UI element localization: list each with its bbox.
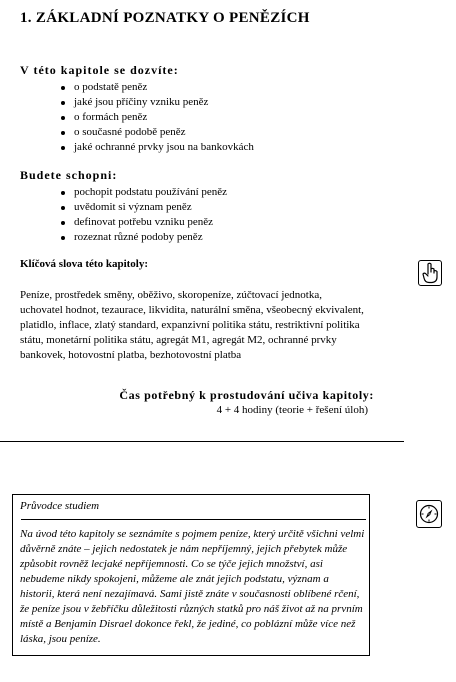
list-item: definovat potřebu vzniku peněz [60, 215, 227, 230]
study-guide-rule [21, 519, 366, 520]
learn-heading: V této kapitole se dozvíte: [20, 63, 179, 77]
able-heading: Budete schopni: [20, 168, 118, 182]
list-item: uvědomit si význam peněz [60, 200, 227, 215]
list-item: o podstatě peněz [60, 80, 254, 95]
study-time-heading: Čas potřebný k prostudování učiva kapitoly: [119, 388, 374, 402]
list-item: jaké ochranné prvky jsou na bankovkách [60, 140, 254, 155]
study-guide-text: Na úvod této kapitoly se seznámíte s pojmem peníze, který určitě všichni velmi důvěrně znáte – jejich nedostatek je nám nepříjemný, jejich přebytek může způsobit rovněž lecjaké nepříjemnosti. Co se týče jejich množství, asi nebudeme nikdy spokojeni, můžeme ale znát jejich podstatu, význam a historii, která není nezajímavá. Sami jistě znáte v současnosti oblíbené rčení, že peníze jsou v žebříčku důležitosti různých statků pro náš život až na prvním místě a Benjamin Disrael dokonce řekl, že jediné, co poblázní může více než láska, jsou peníze. [20, 528, 365, 645]
list-item: rozeznat různé podoby peněz [60, 230, 227, 245]
study-guide-title: Průvodce studiem [20, 500, 100, 512]
study-time-value: 4 + 4 hodiny (teorie + řešení úloh) [216, 404, 368, 416]
list-item: o formách peněz [60, 110, 254, 125]
hand-pointing-icon [418, 260, 442, 286]
keywords-text: Peníze, prostředek směny, oběživo, skoropeníze, zúčtovací jednotka, uchovatel hodnot, tezaurace, likvidita, naturální směna, všeobecný ekvivalent, platidlo, inflace, zlatý standard, expanzivní politika státu, restriktivní politika státu, monetární politika státu, agregát M1, agregát M2, ochranné prvky bankovek, hotovostní platba, bezhotovostní platba [20, 289, 364, 361]
list-item: jaké jsou příčiny vzniku peněz [60, 95, 254, 110]
divider [0, 441, 404, 442]
able-list [60, 185, 227, 245]
study-guide-box [12, 494, 370, 656]
keywords-heading: Klíčová slova této kapitoly: [20, 258, 149, 270]
compass-icon [416, 500, 442, 528]
list-item: o současné podobě peněz [60, 125, 254, 140]
learn-list [60, 80, 254, 155]
list-item: pochopit podstatu používání peněz [60, 185, 227, 200]
chapter-title: 1. ZÁKLADNÍ POZNATKY O PENĚZÍCH [20, 10, 310, 26]
